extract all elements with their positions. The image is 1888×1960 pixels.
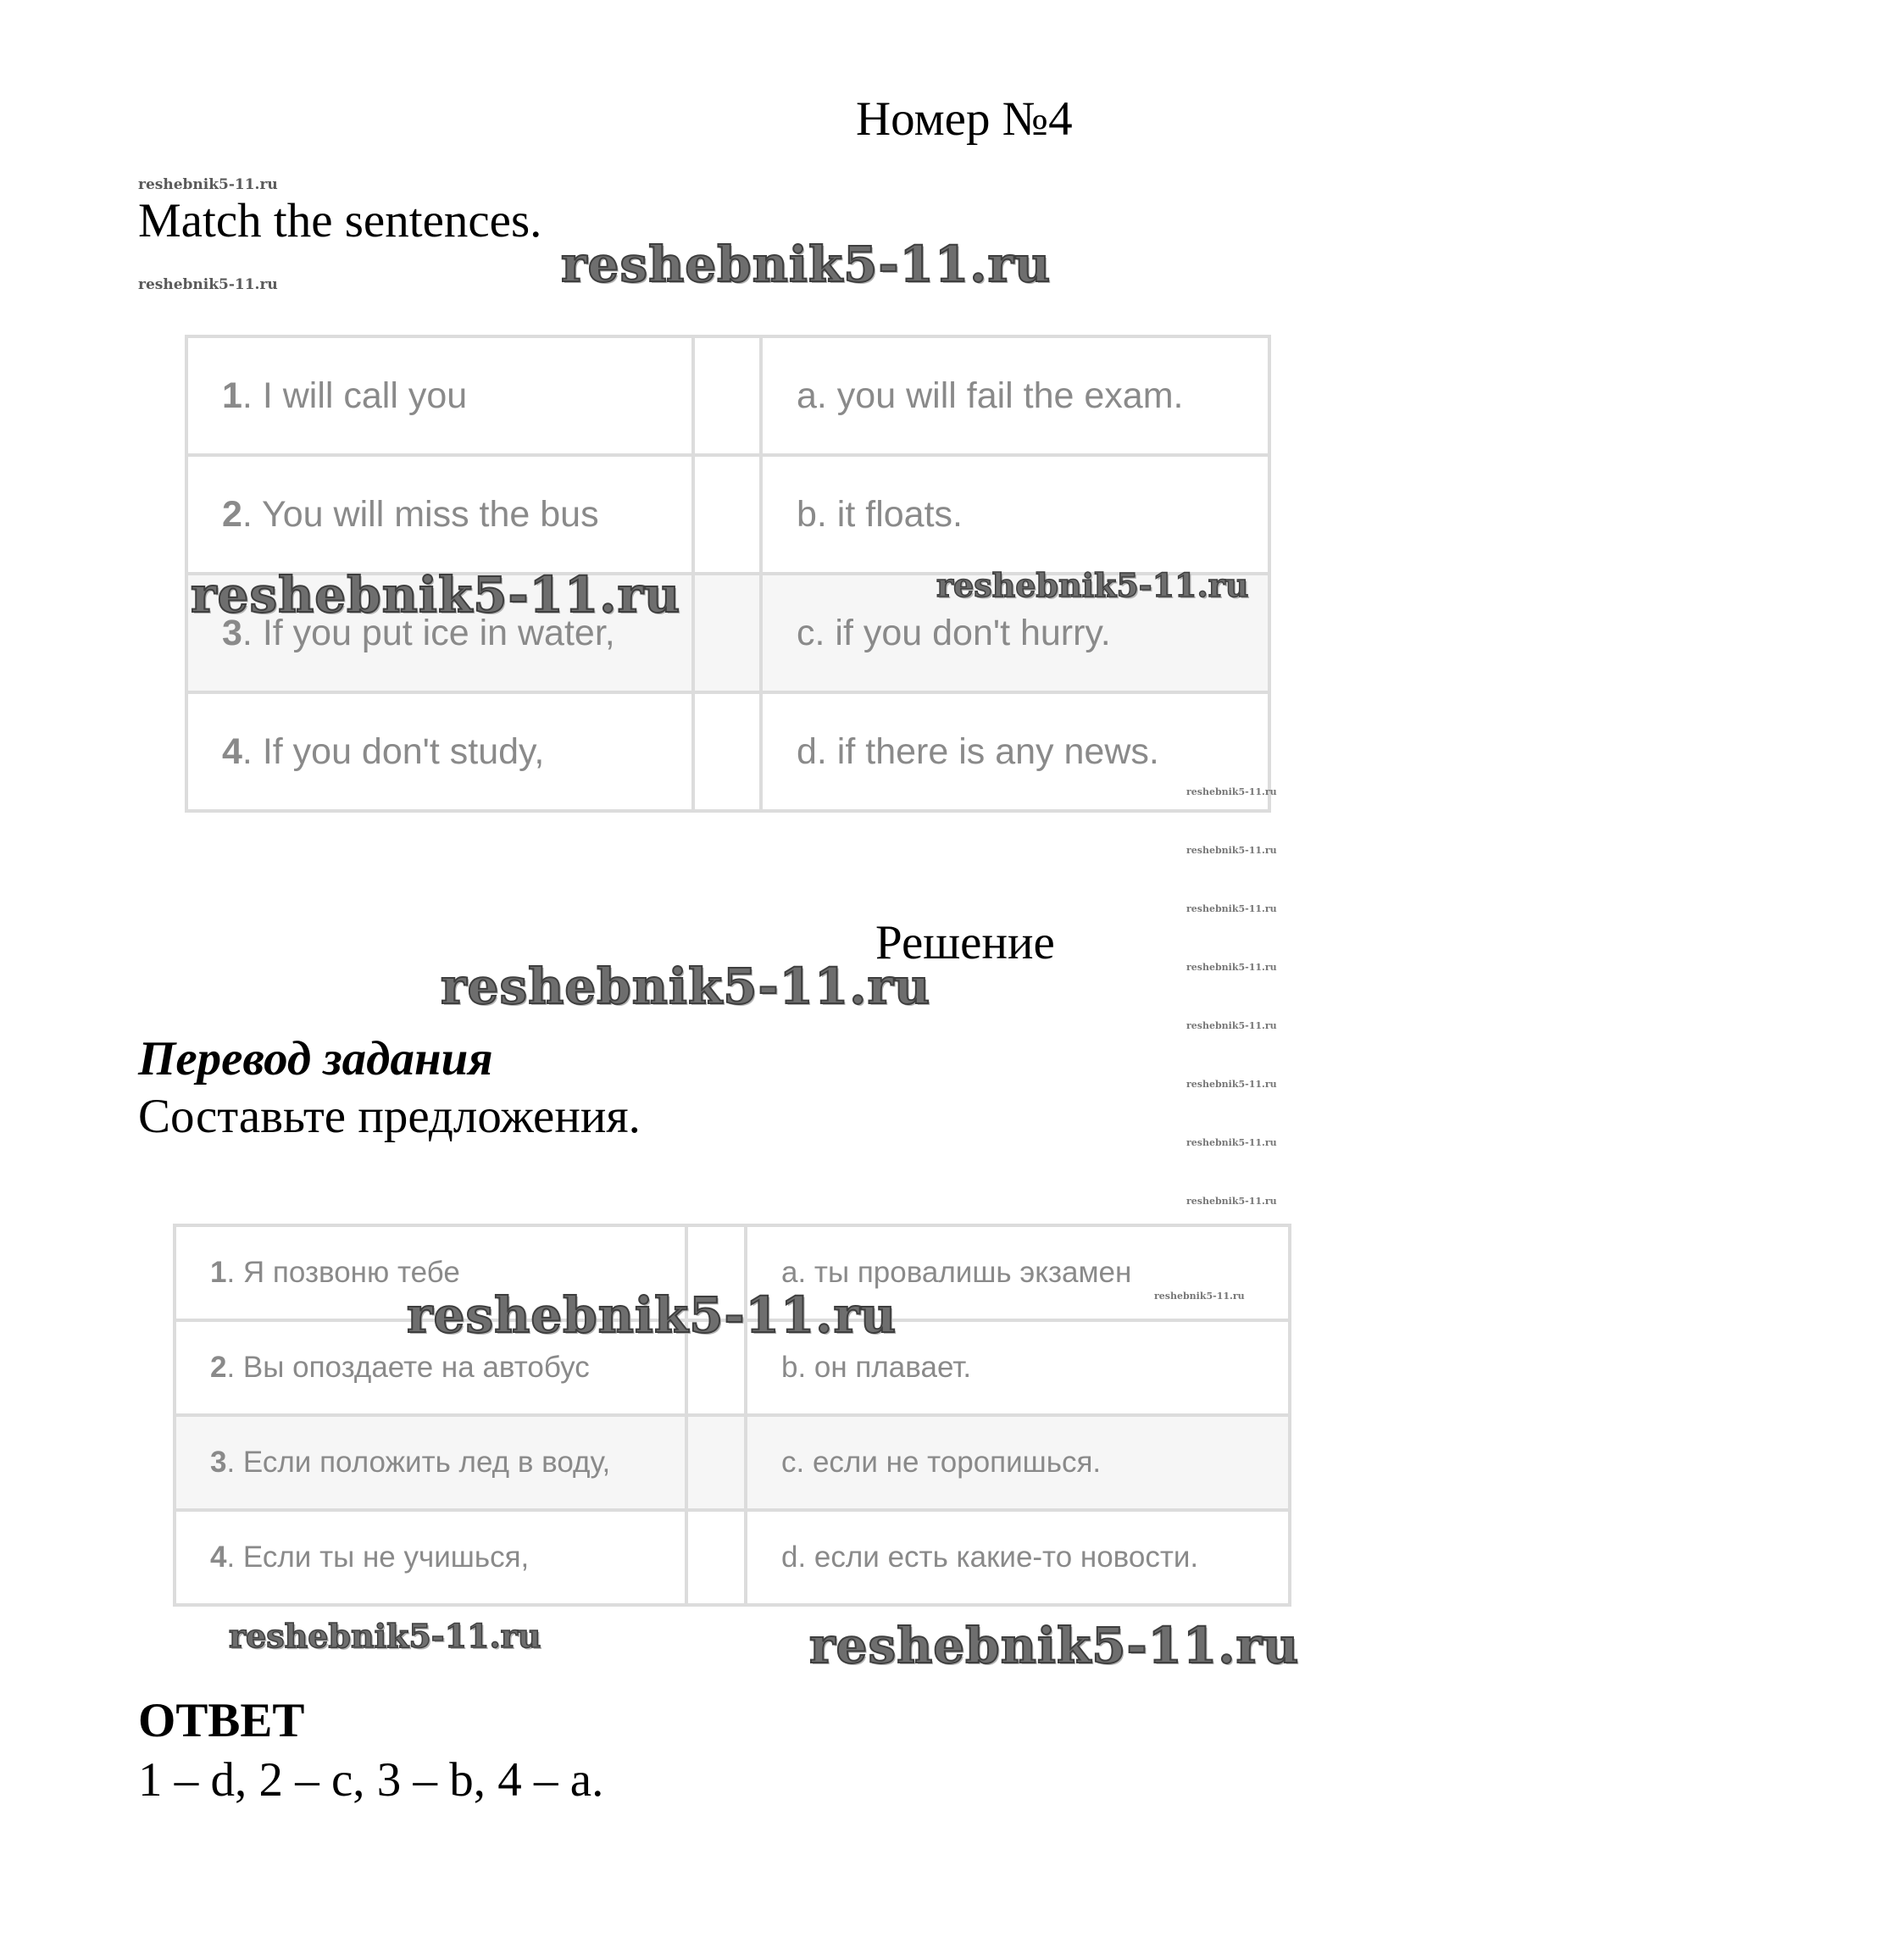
left-text: . If you don't study,	[242, 730, 545, 772]
right-cell: d. если есть какие-то новости.	[746, 1510, 1290, 1605]
answer-cell	[686, 1510, 746, 1605]
watermark: reshebnik5-11.ru	[191, 566, 681, 624]
left-text: . I will call you	[242, 375, 468, 416]
left-cell	[186, 692, 693, 811]
left-text: . Я позвоню тебе	[226, 1256, 460, 1289]
watermark: reshebnik5-11.ru	[809, 1617, 1300, 1674]
watermark: reshebnik5-11.ru	[1186, 1020, 1277, 1031]
answer-cell	[686, 1415, 746, 1510]
left-cell	[175, 1415, 686, 1510]
watermark: reshebnik5-11.ru	[936, 566, 1249, 604]
right-cell: c. if you don't hurry.	[761, 574, 1269, 692]
left-cell	[186, 336, 693, 455]
right-cell: b. it floats.	[761, 455, 1269, 574]
left-cell	[186, 455, 693, 574]
left-text: . You will miss the bus	[242, 493, 599, 535]
task-instruction: Match the sentences.	[138, 194, 542, 247]
row-number: 1	[210, 1256, 227, 1289]
watermark: reshebnik5-11.ru	[1186, 903, 1277, 914]
right-cell: d. if there is any news.	[761, 692, 1269, 811]
answer-cell	[693, 336, 761, 455]
watermark: reshebnik5-11.ru	[1186, 1196, 1277, 1207]
right-cell: a. ты провалишь экзамен	[746, 1225, 1290, 1320]
row-number: 1	[222, 375, 242, 416]
table-row	[186, 692, 1269, 811]
watermark: reshebnik5-11.ru	[229, 1617, 541, 1655]
watermark: reshebnik5-11.ru	[138, 176, 278, 193]
watermark: reshebnik5-11.ru	[561, 236, 1052, 293]
left-text: . Вы опоздаете на автобус	[226, 1351, 590, 1384]
row-number: 3	[222, 612, 242, 653]
watermark: reshebnik5-11.ru	[1154, 1291, 1245, 1302]
answer-heading: ОТВЕТ	[138, 1694, 305, 1747]
left-cell	[175, 1510, 686, 1605]
page-title: Номер №4	[856, 92, 1073, 146]
answer-cell	[693, 692, 761, 811]
translation-text: Составьте предложения.	[138, 1090, 641, 1143]
answer-cell	[693, 574, 761, 692]
watermark: reshebnik5-11.ru	[1186, 1079, 1277, 1090]
left-text: . If you put ice in water,	[242, 612, 615, 653]
row-number: 3	[210, 1446, 227, 1479]
answer-text: 1 – d, 2 – c, 3 – b, 4 – a.	[138, 1753, 604, 1807]
watermark: reshebnik5-11.ru	[138, 276, 278, 293]
row-number: 2	[222, 493, 242, 535]
table-row	[175, 1510, 1290, 1605]
watermark: reshebnik5-11.ru	[407, 1286, 897, 1344]
table-row	[186, 455, 1269, 574]
left-text: . Если ты не учишься,	[226, 1541, 530, 1574]
translation-heading: Перевод задания	[138, 1032, 493, 1085]
right-cell: a. you will fail the exam.	[761, 336, 1269, 455]
answer-cell	[693, 455, 761, 574]
right-cell: b. он плавает.	[746, 1320, 1290, 1415]
row-number: 4	[222, 730, 242, 772]
left-text: . Если положить лед в воду,	[226, 1446, 611, 1479]
table-row	[175, 1415, 1290, 1510]
watermark: reshebnik5-11.ru	[1186, 786, 1277, 797]
watermark: reshebnik5-11.ru	[1186, 1137, 1277, 1148]
solution-heading: Решение	[875, 916, 1055, 969]
row-number: 4	[210, 1541, 227, 1574]
watermark: reshebnik5-11.ru	[441, 958, 931, 1015]
translation-table	[173, 1224, 1291, 1607]
watermark: reshebnik5-11.ru	[1186, 962, 1277, 973]
table-row	[186, 336, 1269, 455]
right-cell: c. если не торопишься.	[746, 1415, 1290, 1510]
watermark: reshebnik5-11.ru	[1186, 845, 1277, 856]
row-number: 2	[210, 1351, 227, 1384]
